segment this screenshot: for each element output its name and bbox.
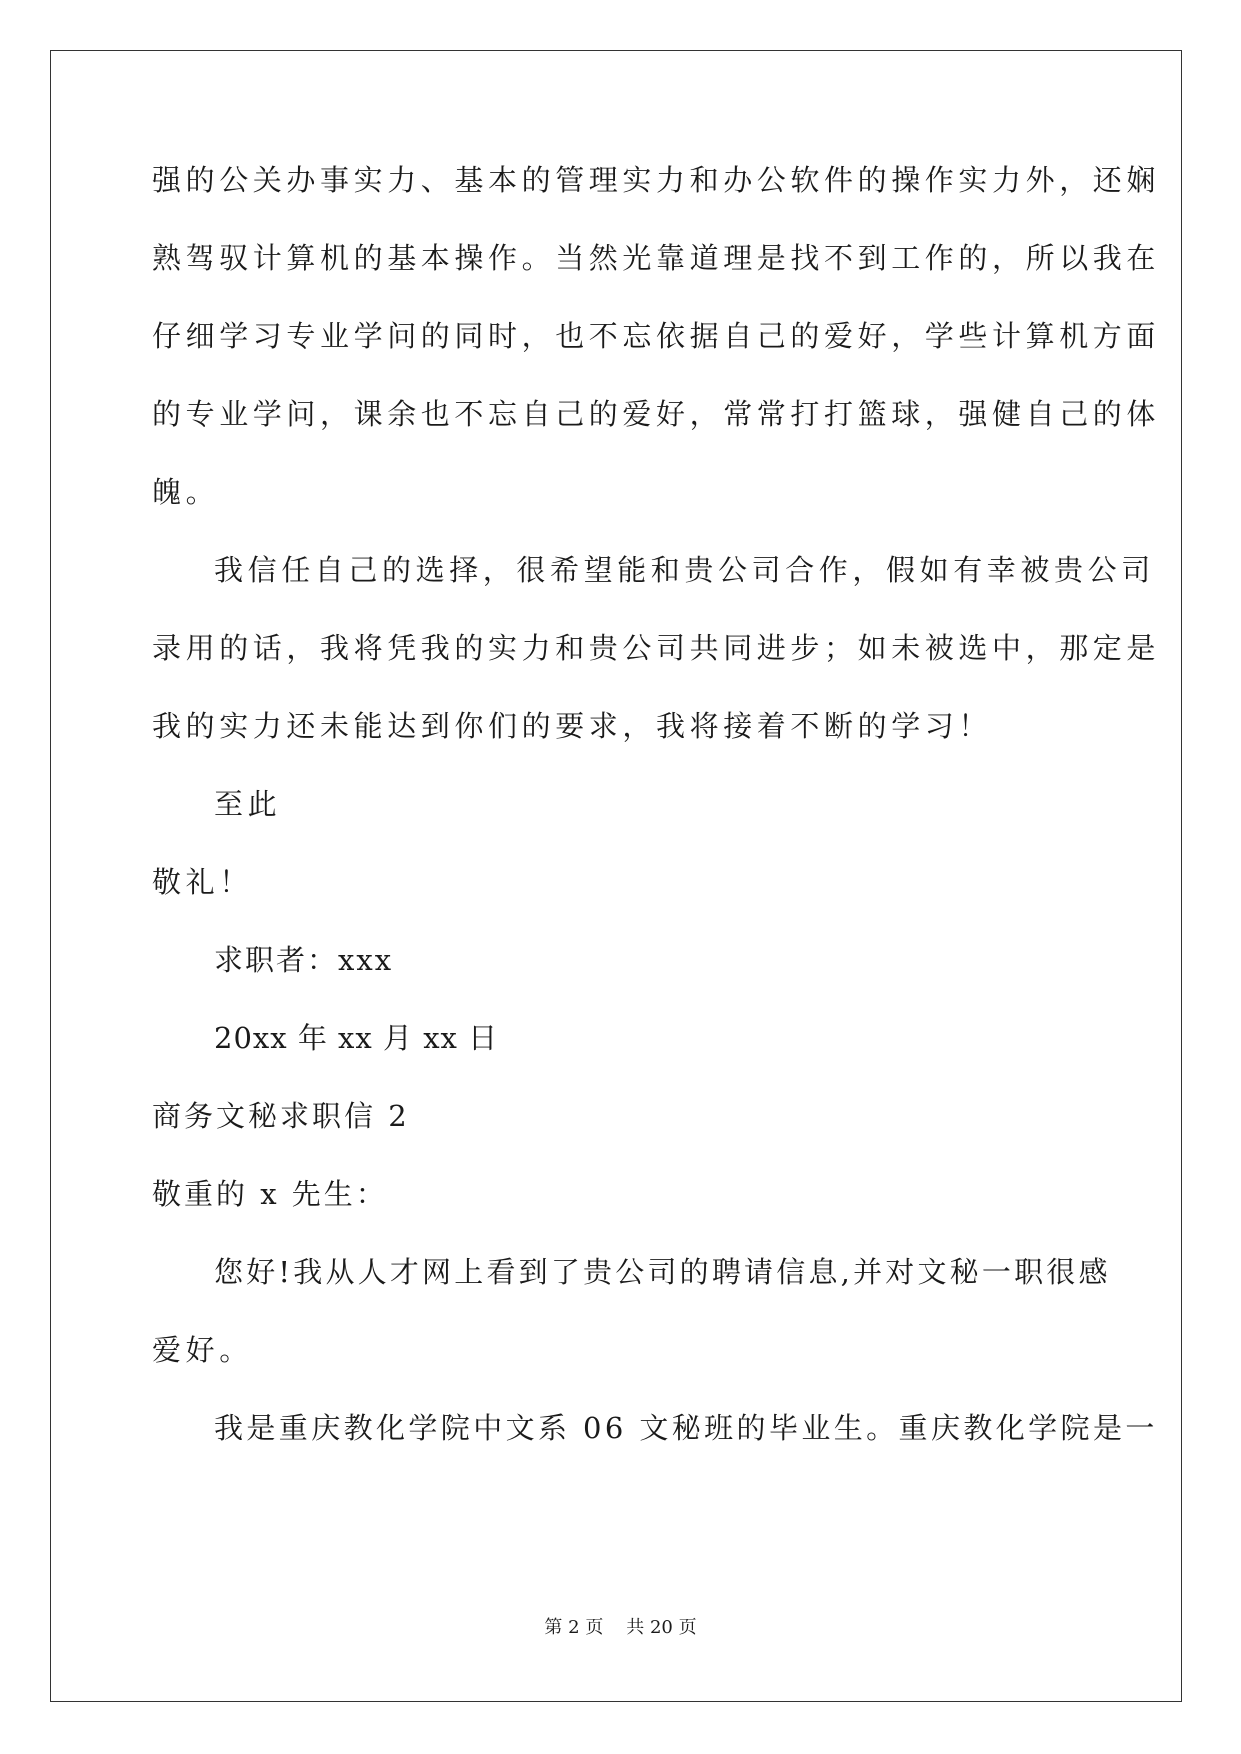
text-line: 我的实力还未能达到你们的要求，我将接着不断的学习！ [152,709,993,743]
page-number: 第 2 页 [544,1617,604,1638]
page-total: 共 20 页 [626,1617,697,1638]
letter-greeting: 敬重的 x 先生： [152,1177,388,1211]
closing-phrase: 至此 [214,787,282,821]
text-line: 录用的话，我将凭我的实力和贵公司共同进步；如未被选中，那定是 [152,631,1161,665]
page-footer [0,1616,1241,1640]
signature-line: 求职者：xxx [214,943,394,977]
text-line: 强的公关办事实力、基本的管理实力和办公软件的操作实力外，还娴 [152,163,1161,197]
text-line: 爱好。 [152,1333,253,1367]
paragraph-first-line: 您好!我从人才网上看到了贵公司的聘请信息,并对文秘一职很感 [214,1255,1111,1289]
paragraph-first-line: 我信任自己的选择，很希望能和贵公司合作，假如有幸被贵公司 [214,553,1155,587]
date-line: 20xx 年 xx 月 xx 日 [214,1021,499,1055]
text-line: 的专业学问，课余也不忘自己的爱好，常常打打篮球，强健自己的体 [152,397,1161,431]
text-line: 仔细学习专业学问的同时，也不忘依据自己的爱好，学些计算机方面 [152,319,1161,353]
text-line: 魄。 [152,475,220,509]
text-line: 熟驾驭计算机的基本操作。当然光靠道理是找不到工作的，所以我在 [152,241,1161,275]
paragraph-first-line: 我是重庆教化学院中文系 06 文秘班的毕业生。重庆教化学院是一 [214,1411,1158,1445]
section-heading: 商务文秘求职信 2 [152,1099,410,1133]
salutation-closing: 敬礼！ [152,865,253,899]
